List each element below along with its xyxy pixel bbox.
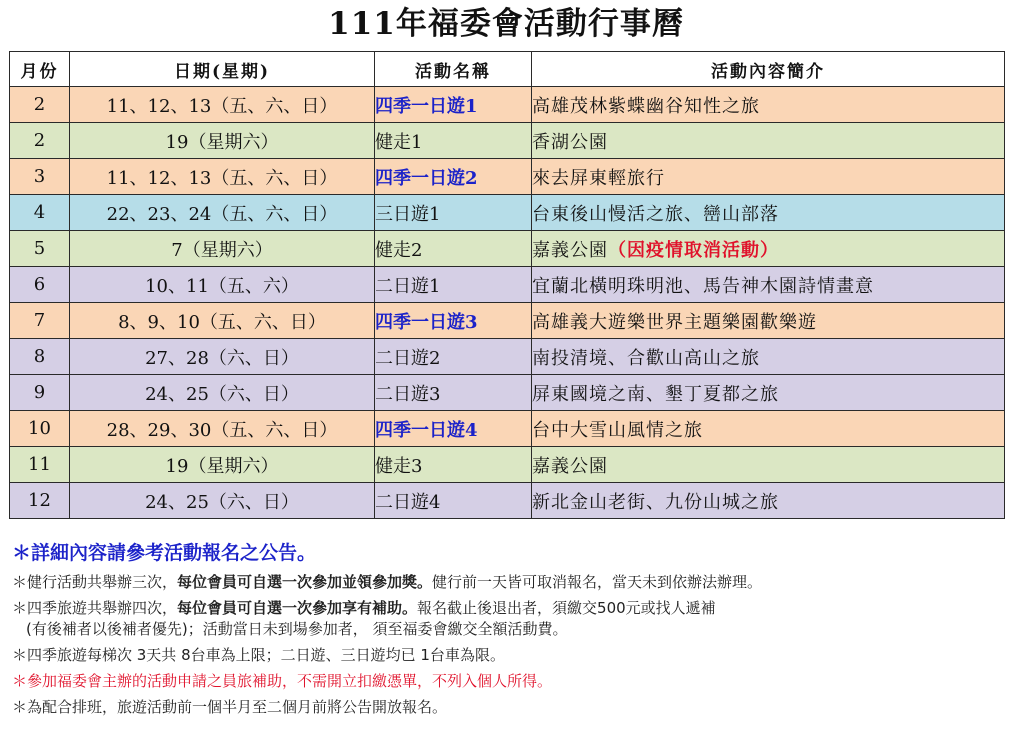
description-text: 嘉義公園 <box>532 239 608 261</box>
table-row <box>10 447 1005 483</box>
cell-activity-name: 四季一日遊3 <box>375 303 532 339</box>
notes-heading: ＊詳細內容請參考活動報名之公告。 <box>12 542 317 564</box>
cancelled-notice: （因疫情取消活動） <box>608 239 779 261</box>
cell-activity-name: 健走1 <box>375 123 532 159</box>
cell-activity-name: 健走2 <box>375 231 532 267</box>
cell-date: 7（星期六） <box>70 231 375 267</box>
note-walking-emphasis: 每位會員可自選一次參加並領參加獎。 <box>177 573 433 591</box>
note-travel-continued: (有後補者以後補者優先)；活動當日未到場參加者， 須至福委會繳交全額活動費。 <box>26 620 568 638</box>
cell-date: 8、9、10（五、六、日） <box>70 303 375 339</box>
table-row <box>10 303 1005 339</box>
table-header-row <box>10 52 1005 87</box>
cell-activity-name: 四季一日遊2 <box>375 159 532 195</box>
note-registration: ＊為配合排班，旅遊活動前一個半月至二個月前將公告開放報名。 <box>12 698 448 716</box>
header-month: 月份 <box>10 52 70 87</box>
note-walking-intro: ＊健行活動共舉辦三次， <box>12 573 178 591</box>
table-row <box>10 339 1005 375</box>
cell-description: 來去屏東輕旅行 <box>532 159 1005 195</box>
cell-date: 11、12、13（五、六、日） <box>70 159 375 195</box>
table-row <box>10 195 1005 231</box>
cell-activity-name: 四季一日遊1 <box>375 87 532 123</box>
cell-date: 24、25（六、日） <box>70 483 375 519</box>
cell-month: 5 <box>10 231 70 267</box>
cell-description: 新北金山老街、九份山城之旅 <box>532 483 1005 519</box>
cell-month: 6 <box>10 267 70 303</box>
cell-month: 11 <box>10 447 70 483</box>
cell-activity-name: 二日遊3 <box>375 375 532 411</box>
cell-activity-name: 二日遊2 <box>375 339 532 375</box>
cell-date: 11、12、13（五、六、日） <box>70 87 375 123</box>
cell-date: 19（星期六） <box>70 123 375 159</box>
table-row <box>10 267 1005 303</box>
table-row <box>10 159 1005 195</box>
cell-description: 台中大雪山風情之旅 <box>532 411 1005 447</box>
cell-month: 4 <box>10 195 70 231</box>
table-row <box>10 411 1005 447</box>
note-travel-intro: ＊四季旅遊共舉辦四次， <box>12 599 178 617</box>
cell-month: 2 <box>10 87 70 123</box>
cell-description: 高雄義大遊樂世界主題樂園歡樂遊 <box>532 303 1005 339</box>
cell-month: 3 <box>10 159 70 195</box>
header-name: 活動名稱 <box>375 52 532 87</box>
table-row <box>10 231 1005 267</box>
header-desc: 活動內容簡介 <box>532 52 1005 87</box>
page-title: 111年福委會活動行事曆 <box>328 6 684 42</box>
header-date: 日期(星期) <box>70 52 375 87</box>
cell-date: 24、25（六、日） <box>70 375 375 411</box>
cell-description <box>532 231 1005 267</box>
cell-description: 南投清境、合歡山高山之旅 <box>532 339 1005 375</box>
cell-date: 27、28（六、日） <box>70 339 375 375</box>
cell-month: 10 <box>10 411 70 447</box>
cell-description: 屏東國境之南、墾丁夏都之旅 <box>532 375 1005 411</box>
cell-month: 12 <box>10 483 70 519</box>
cell-description: 宜蘭北橫明珠明池、馬告神木園詩情畫意 <box>532 267 1005 303</box>
cell-month: 9 <box>10 375 70 411</box>
cell-activity-name: 健走3 <box>375 447 532 483</box>
cell-activity-name: 二日遊4 <box>375 483 532 519</box>
cell-date: 10、11（五、六） <box>70 267 375 303</box>
cell-date: 28、29、30（五、六、日） <box>70 411 375 447</box>
table-row <box>10 483 1005 519</box>
cell-date: 22、23、24（五、六、日） <box>70 195 375 231</box>
table-row <box>10 123 1005 159</box>
note-subsidy: ＊參加福委會主辦的活動申請之員旅補助，不需開立扣繳憑單，不列入個人所得。 <box>12 672 553 690</box>
note-walking <box>12 572 1002 593</box>
cell-date: 19（星期六） <box>70 447 375 483</box>
note-travel <box>12 598 1002 640</box>
notes-section <box>12 540 1002 723</box>
cell-description: 嘉義公園 <box>532 447 1005 483</box>
cell-description: 香湖公園 <box>532 123 1005 159</box>
cell-month: 2 <box>10 123 70 159</box>
cell-month: 8 <box>10 339 70 375</box>
note-travel-emphasis: 每位會員可自選一次參加享有補助。 <box>177 599 418 617</box>
cell-activity-name: 四季一日遊4 <box>375 411 532 447</box>
activity-calendar-table <box>9 51 1005 519</box>
cell-activity-name: 三日遊1 <box>375 195 532 231</box>
cell-description: 高雄茂林紫蝶幽谷知性之旅 <box>532 87 1005 123</box>
cell-month: 7 <box>10 303 70 339</box>
table-row <box>10 87 1005 123</box>
note-bus-limit: ＊四季旅遊每梯次 3天共 8台車為上限；二日遊、三日遊均已 1台車為限。 <box>12 646 505 664</box>
note-travel-detail: 報名截止後退出者，須繳交500元或找人遞補 <box>417 599 716 617</box>
cell-activity-name: 二日遊1 <box>375 267 532 303</box>
cell-description: 台東後山慢活之旅、巒山部落 <box>532 195 1005 231</box>
note-walking-detail: 健行前一天皆可取消報名，當天未到依辦法辦理。 <box>432 573 763 591</box>
table-row <box>10 375 1005 411</box>
